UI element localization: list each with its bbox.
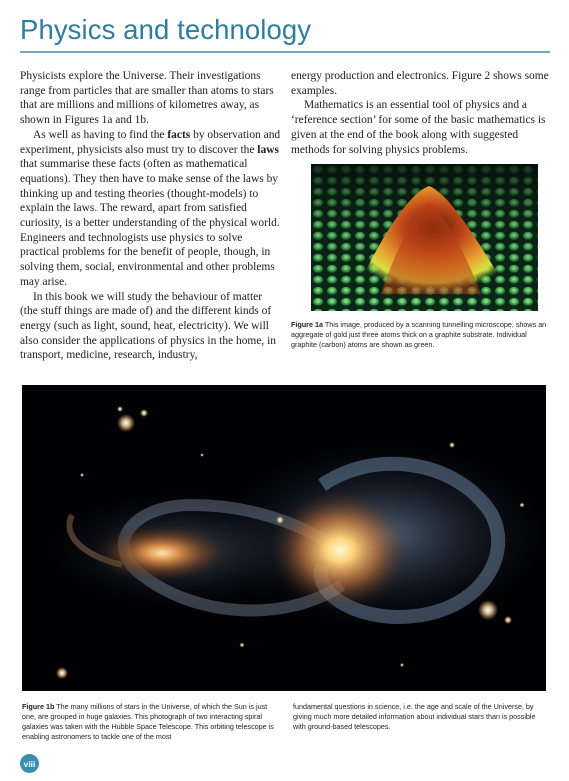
page-title: Physics and technology bbox=[20, 14, 312, 45]
right-text-column bbox=[291, 69, 549, 157]
stm-image-graphic bbox=[311, 164, 538, 311]
paragraph-energy: energy production and electronics. Figure 2 shows some examples. bbox=[291, 70, 549, 97]
figure-1a-stm-image bbox=[311, 164, 538, 311]
keyword-facts: facts bbox=[167, 128, 191, 141]
left-text-column bbox=[20, 69, 282, 363]
page-number-badge: viii bbox=[20, 754, 39, 773]
text-run: by observation and experiment, physicists also must try to discover the bbox=[20, 128, 281, 156]
galaxy-image-graphic bbox=[22, 385, 546, 691]
paragraph-book-scope: In this book we will study the behaviour of matter (the stuff things are made of) and the different kinds of energy (such as light, sound, heat, electricity). We will also consider the applications of physics in the home, in transport, medicine, research, industry, bbox=[20, 290, 277, 362]
figure-1a-caption bbox=[291, 320, 549, 350]
figure-1a-label: Figure 1a bbox=[291, 320, 323, 329]
paragraph-facts-laws bbox=[20, 128, 282, 290]
figure-1b-caption-right: fundamental questions in science, i.e. the age and scale of the Universe, by giving much more detailed information about individual stars than is possible with ground-based telescopes. bbox=[293, 702, 536, 731]
text-run: As well as having to find the bbox=[33, 128, 168, 141]
figure-1b-label: Figure 1b bbox=[22, 702, 55, 711]
title-divider bbox=[20, 51, 550, 53]
figure-1b-galaxy-photo bbox=[22, 385, 546, 691]
figure-1b-caption-left bbox=[22, 702, 282, 742]
text-run: that summarise these facts (often as mathematical equations). They then have to make sense of the laws by thinking up and testing theories (thought-models) to explain the laws. The reward, apart from satisfied curiosity, is a better understanding of the physical world. Engineers and technologists use physics to solve practical problems for the benefit of people, though, in solving them, social, environmental and other problems may arise. bbox=[20, 158, 280, 288]
figure-1a-caption-text: This image, produced by a scanning tunnelling microscope, shows an aggregate of gold just three atoms thick on a graphite substrate. Individual graphite (carbon) atoms are shown as green. bbox=[291, 320, 547, 349]
paragraph-intro: Physicists explore the Universe. Their investigations range from particles that are smaller than atoms to stars that are millions and millions of kilometres away, as shown in Figures 1a and 1b. bbox=[20, 70, 274, 127]
figure-1b-caption-text-left: The many millions of stars in the Universe, of which the Sun is just one, are grouped in huge galaxies. This photograph of two interacting spiral galaxies was taken with the Hubble Space Telescope. This orbiting telescope is enabling astronomers to tackle one of the most bbox=[22, 702, 274, 741]
paragraph-mathematics: Mathematics is an essential tool of physics and a ‘reference section’ for some of the basic mathematics is given at the end of the book along with suggested methods for solving physics problems. bbox=[291, 99, 546, 156]
keyword-laws: laws bbox=[257, 143, 279, 156]
